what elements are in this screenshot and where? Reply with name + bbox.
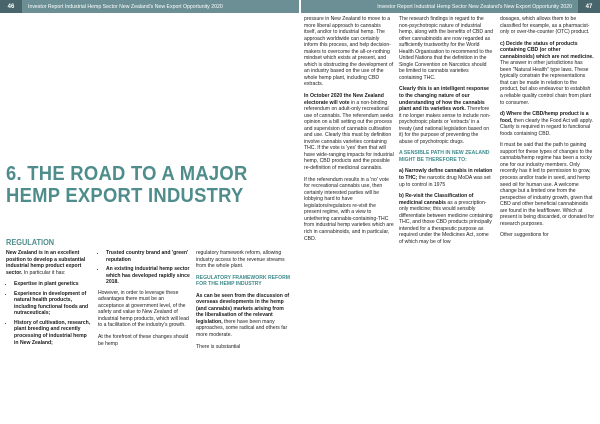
right-page-number: 47 <box>578 0 600 13</box>
list-item: • Experience in development of natural health products, including functional foods and nutraceuticals; <box>14 291 92 317</box>
paragraph: As can be seen from the discussion of overseas developments in the hemp (and cannabis) markets arising from the liberalisation of the relevant legislation, there have been many approaches, some radical and others far more moderate. <box>196 292 290 339</box>
list-item: • Trusted country brand and 'green' reputation <box>106 250 190 263</box>
advantages-list-1 <box>6 281 92 346</box>
sensible-path-subhead: A SENSIBLE PATH IN NEW ZEALAND MIGHT BE THEREFORE TO: <box>399 150 490 163</box>
paragraph: dosages, which allows them to be classified for example, as a pharmacist-only or over-the-counter (OTC) product. <box>500 16 590 36</box>
framework-subhead: REGULATORY FRAMEWORK REFORM FOR THE HEMP INDUSTRY <box>196 274 291 288</box>
paragraph: c) Decide the status of products containing CBD (or other cannabinoids) which are not medicine. The answer in other jurisdictions has been "Natural Health" type laws. These typically constrain the representations that can be made in relation to the product, but also endeavour to establish a reliable quality control chain from plant to consumer. <box>500 40 594 106</box>
right-header-title: Investor Report Industrial Hemp Sector New Zealand's New Export Opportunity 2020 <box>377 3 572 10</box>
paragraph: Clearly this is an intelligent response to the changing nature of our understanding of how the cannabis plant and its varieties work. Therefore it no longer makes sense to include non-psychotropic plants or 'extracts' in a treaty (and national legislation based on it) for the purpose of preventing the abuse of psychotropic drugs. <box>399 86 491 145</box>
paragraph: The research findings in regard to the non-psychotropic nature of industrial hemp, along with the benefits of CBD and other cannabinoids are now regarded as sufficiently trustworthy for the World Health Organisation to recommend to the United Nations that the definition in the Single Convention on Narcotics should be limited to cannabis varieties containing THC. <box>399 16 494 81</box>
paragraph: If the referendum results in a 'no' vote for recreational cannabis use, then certainly interested parties will be lobbying hard to have legislators/regulators re-visit the present regime, with a view to untethering cannabis-containing-THC from industrial hemp varieties which are rich in cannabinoids, and in particular, CBD. <box>304 176 394 242</box>
list-item: • History of cultivation, research, plant breeding and recently processing of industrial hemp in New Zealand; <box>14 320 92 346</box>
left-page-number: 46 <box>0 0 22 13</box>
paragraph: a) Narrowly define cannabis in relation to THC; the narcotic drug MoDA was set up to control in 1975 <box>399 168 493 188</box>
advantages-list-2 <box>98 250 190 286</box>
column-5 <box>399 16 493 251</box>
paragraph: b) Re-visit the Classification of medicinal cannabis as a prescription-only medicine; this would sensibly differentiate between medicine containing THC, and those CBD products principally intended for a therapeutic purpose as required under the Medicines Act, some of which may be of low <box>399 193 493 245</box>
intro-paragraph <box>6 250 92 276</box>
left-header-title: Investor Report Industrial Hemp Sector New Zealand's New Export Opportunity 2020 <box>28 3 223 10</box>
column-4 <box>304 16 394 247</box>
column-2 <box>98 250 190 352</box>
right-page-header <box>301 0 600 13</box>
paragraph: However, in order to leverage these advantages there must be an acceptance at government level, of the safety and value to New Zealand of industrial hemp products, which will lead to a facilitation of the industry's growth. <box>98 289 189 329</box>
section-title: 6. THE ROAD TO A MAJOR HEMP EXPORT INDUSTRY <box>6 163 248 207</box>
paragraph: pressure in New Zealand to move to a more liberal approach to cannabis itself, and/or to industrial hemp. The approach worldwide can certainly inform this process, and help decision-makers to overcome the all-or-nothing mindset which exists at present, and which is obstructing the development of an industry based on the use of the whole hemp plant, including CBD extracts. <box>304 16 394 88</box>
paragraph: It must be said that the path to gaining support for these types of changes to the cannabis/hemp regime has been a rocky one for our industry members. Only recently has it led to permission to grow, process and/or trade in seed, and hemp seed oil for human use. A welcome change but a limited one from the perspective of industry growth, given that CBD and other beneficial cannabinoids are found in the leaf/flower. Which at present is being discarded, or donated for research purposes. <box>500 142 595 227</box>
left-page-header <box>0 0 299 13</box>
paragraph: d) Where the CBD/hemp product is a food, then clearly the Food Act will apply. Clarity is required in regard to functional foods containing CBD. <box>500 111 594 137</box>
column-1 <box>6 238 92 350</box>
list-item: • An existing industrial hemp sector which has developed rapidly since 2018. <box>106 266 190 286</box>
list-item: • Expertise in plant genetics <box>14 281 92 288</box>
column-6 <box>500 16 594 244</box>
paragraph: Other suggestions for <box>500 232 549 239</box>
paragraph: There is substantial <box>196 343 241 350</box>
paragraph: At the forefront of these changes should be hemp <box>98 334 189 347</box>
paragraph: In October 2020 the New Zealand electorate will vote in a non-binding referendum on adult-only recreational use of cannabis. The referendum seeks opinion on a bill setting out the process and supervision of cannabis cultivation and use. Clearly this must by definition involve cannabis varieties containing THC. If the vote is 'yes' then that will have wide-ranging impacts for industrial hemp, CBD products and the possible re-definition of medicinal cannabis. <box>304 93 394 172</box>
column-3 <box>196 250 292 355</box>
intro-rest: In particular it has: <box>22 269 66 276</box>
regulation-subhead: REGULATION <box>6 238 55 247</box>
intro-bold: New Zealand is in an excellent position to develop a substantial industrial hemp product export sector. <box>6 250 86 276</box>
paragraph: regulatory framework reform, allowing industry access to the revenue streams from the whole plant. <box>196 250 285 270</box>
